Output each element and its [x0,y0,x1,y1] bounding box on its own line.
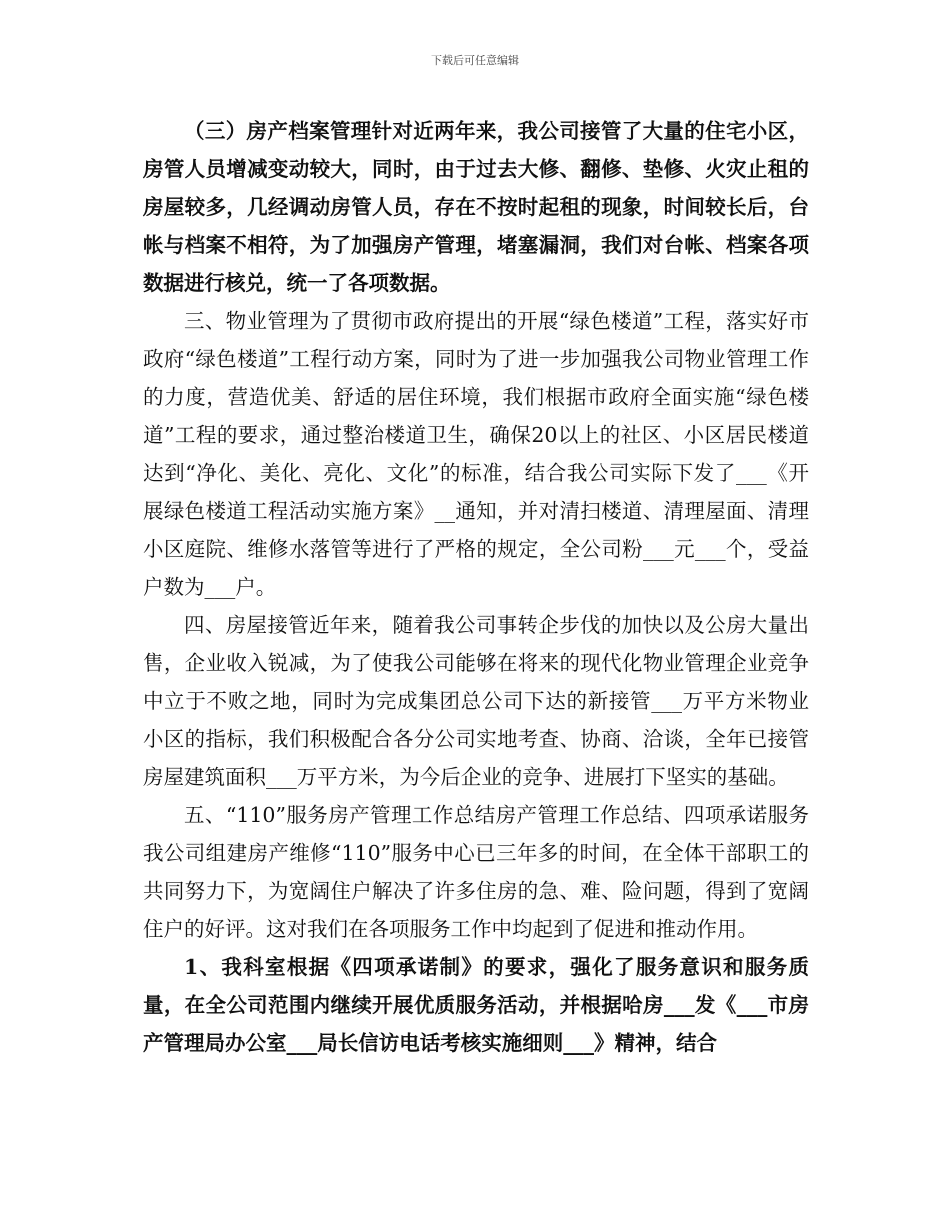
paragraph-archive-management: （三）房产档案管理针对近两年来，我公司接管了大量的住宅小区，房管人员增减变动较大，同时，由于过去大修、翻修、垫修、火灾止租的房屋较多，几经调动房管人员，存在不按时起租的现象，时间较长后，台帐与档案不相符，为了加强房产管理，堵塞漏洞，我们对台帐、档案各项数据进行核兑，统一了各项数据。 [143,119,809,295]
document-body [143,112,809,1062]
page-header: 下载后可任意编辑 [431,54,519,67]
paragraph-110-service: 五、“110”服务房产管理工作总结房产管理工作总结、四项承诺服务我公司组建房产维修“110”服务中心已三年多的时间，在全体干部职工的共同努力下，为宽阔住户解决了许多住房的急、难、险问题，得到了宽阔住户的好评。这对我们在各项服务工作中均起到了促进和推动作用。 [143,803,809,941]
paragraph-service-commitment: 1、我科室根据《四项承诺制》的要求，强化了服务意识和服务质量，在全公司范围内继续开展优质服务活动，并根据哈房___发《___市房产管理局办公室___局长信访电话考核实施细则___》精神，结合 [143,955,809,1055]
paragraph-housing-takeover: 四、房屋接管近年来，随着我公司事转企步伐的加快以及公房大量出售，企业收入锐减，为了使我公司能够在将来的现代化物业管理企业竞争中立于不败之地，同时为完成集团总公司下达的新接管___万平方米物业小区的指标，我们积极配合各分公司实地考查、协商、洽谈，全年已接管房屋建筑面积___万平方米，为今后企业的竞争、进展打下坚实的基础。 [143,613,809,789]
paragraph-property-management: 三、物业管理为了贯彻市政府提出的开展“绿色楼道”工程，落实好市政府“绿色楼道”工程行动方案，同时为了进一步加强我公司物业管理工作的力度，营造优美、舒适的居住环境，我们根据市政府全面实施“绿色楼道”工程的要求，通过整治楼道卫生，确保20以上的社区、小区居民楼道达到“净化、美化、亮化、文化”的标准，结合我公司实际下发了___《开展绿色楼道工程活动实施方案》__通知，并对清扫楼道、清理屋面、清理小区庭院、维修水落管等进行了严格的规定，全公司粉___元___个，受益户数为___户。 [143,309,809,599]
